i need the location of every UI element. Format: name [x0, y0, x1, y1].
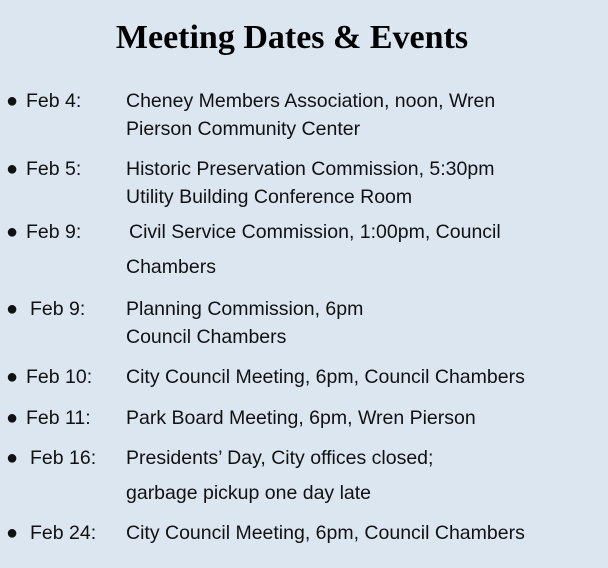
bullet-icon: ● [6, 522, 19, 544]
event-description [126, 444, 586, 507]
event-date: Feb 11: [26, 407, 91, 429]
bullet-icon: ● [6, 447, 19, 469]
event-date: Feb 9: [26, 221, 82, 243]
event-description [126, 155, 586, 211]
page-title: Meeting Dates & Events [115, 19, 469, 56]
event-date: Feb 9: [30, 298, 86, 320]
event-line: Chambers [126, 256, 216, 278]
event-line: Utility Building Conference Room [126, 186, 413, 208]
event-description [126, 519, 586, 547]
bullet-icon: ● [6, 298, 19, 320]
event-line: Cheney Members Association, noon, Wren [126, 90, 496, 112]
event-description [126, 87, 586, 143]
bullet-icon: ● [6, 407, 19, 429]
event-line: Council Chambers [126, 326, 287, 348]
event-description [126, 363, 586, 391]
bullet-icon: ● [6, 366, 19, 388]
bullet-icon: ● [6, 221, 19, 243]
event-line: City Council Meeting, 6pm, Council Chambers [126, 522, 525, 544]
event-date: Feb 16: [30, 447, 97, 469]
event-description [126, 218, 586, 281]
event-line: Pierson Community Center [126, 118, 361, 140]
event-date: Feb 4: [26, 90, 82, 112]
event-line: Historic Preservation Commission, 5:30pm [126, 158, 495, 180]
event-line: Planning Commission, 6pm [126, 298, 364, 320]
event-line: City Council Meeting, 6pm, Council Chambers [126, 366, 525, 388]
event-description [126, 295, 586, 351]
event-line: Civil Service Commission, 1:00pm, Council [129, 221, 501, 243]
bullet-icon: ● [6, 158, 19, 180]
event-line: garbage pickup one day late [126, 482, 372, 504]
event-date: Feb 24: [30, 522, 97, 544]
bullet-icon: ● [6, 90, 19, 112]
event-line: Park Board Meeting, 6pm, Wren Pierson [126, 407, 476, 429]
event-description [126, 404, 586, 432]
event-line: Presidents’ Day, City offices closed; [126, 447, 434, 469]
event-date: Feb 10: [26, 366, 93, 388]
event-date: Feb 5: [26, 158, 82, 180]
